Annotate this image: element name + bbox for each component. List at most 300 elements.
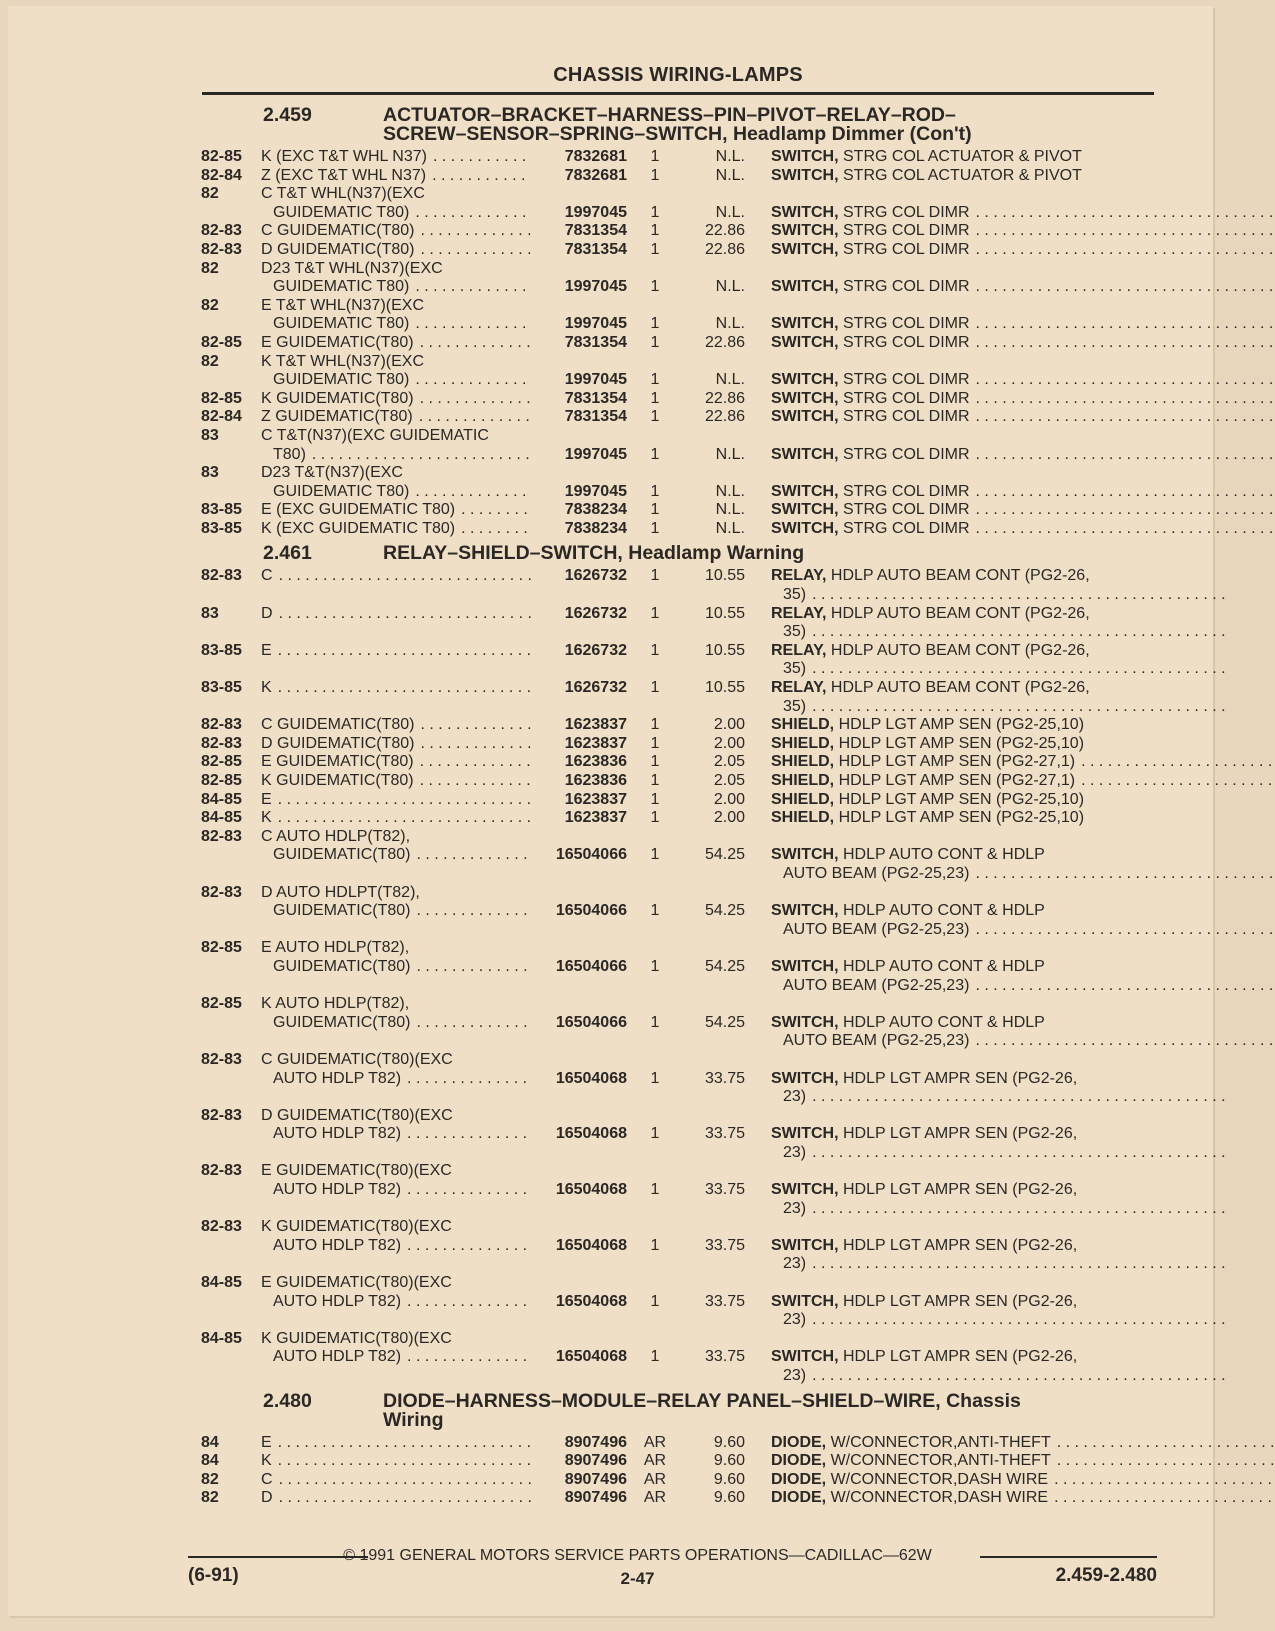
part-description	[745, 167, 1156, 186]
price: 33.75	[704, 1125, 745, 1143]
part-number: 8907496	[564, 1470, 627, 1488]
model-text: GUIDEMATIC T80)	[273, 278, 410, 296]
section-title-line: DIODE–HARNESS–MODULE–RELAY PANEL–SHIELD–WIRE, Chassis	[383, 1389, 1021, 1412]
description-line	[771, 167, 1156, 186]
model-years: 82-84	[201, 166, 242, 184]
part-row	[201, 884, 1156, 940]
model-text: T80)	[273, 445, 306, 463]
description-text: 23)	[783, 1367, 807, 1384]
quantity: 1	[650, 1013, 660, 1031]
model-text: D GUIDEMATIC(T80)	[261, 734, 415, 752]
model-text: K (EXC GUIDEMATIC T80)	[261, 519, 456, 537]
model-years: 82-84	[201, 408, 242, 426]
leader-dots	[806, 1088, 1225, 1107]
description-text: STRG COL DIMR	[843, 482, 970, 500]
model-years: 82-83	[201, 883, 242, 901]
part-description	[745, 1471, 1275, 1490]
model-line	[261, 828, 531, 847]
description-text: AUTO BEAM (PG2-25,23)	[783, 920, 970, 938]
description-line	[771, 371, 1275, 390]
price: 33.75	[704, 1292, 745, 1310]
model-line	[261, 315, 531, 334]
part-row	[201, 772, 1156, 791]
description-line	[771, 698, 1226, 717]
part-number: 16504068	[555, 1348, 627, 1366]
description-text: W/CONNECTOR,ANTI-THEFT	[830, 1433, 1051, 1451]
model-years: 82	[201, 259, 219, 277]
model-line	[261, 353, 531, 372]
quantity: AR	[643, 1452, 667, 1470]
leader-dots	[414, 390, 531, 409]
leader-dots	[970, 204, 1275, 223]
part-description	[745, 958, 1275, 995]
model-line	[261, 1181, 531, 1200]
model-application	[261, 772, 531, 791]
part-description	[745, 1181, 1226, 1218]
part-row	[201, 1452, 1156, 1471]
part-name: SWITCH,	[771, 1069, 839, 1087]
model-years: 82	[201, 296, 219, 314]
quantity: 1	[650, 1069, 660, 1087]
model-text: AUTO HDLP T82)	[273, 1181, 402, 1199]
description-line	[771, 1014, 1275, 1033]
model-application	[261, 1051, 531, 1088]
description-line	[771, 809, 1156, 828]
description-line	[771, 753, 1275, 772]
model-line	[261, 167, 531, 186]
description-text: STRG COL DIMR	[843, 278, 970, 296]
description-text: HDLP AUTO BEAM CONT (PG2-26,	[830, 604, 1090, 622]
part-name: SHIELD,	[771, 790, 835, 808]
part-row	[201, 1471, 1156, 1490]
part-row	[201, 427, 1156, 464]
model-application	[261, 353, 531, 390]
description-text: HDLP AUTO CONT & HDLP	[843, 846, 1045, 864]
model-line	[261, 1471, 531, 1490]
model-text: Z GUIDEMATIC(T80)	[261, 408, 413, 426]
model-text: E (EXC GUIDEMATIC T80)	[261, 501, 456, 519]
quantity: AR	[643, 1433, 667, 1451]
model-line	[261, 185, 531, 204]
model-application	[261, 185, 531, 222]
quantity: 1	[650, 240, 660, 258]
description-text: HDLP LGT AMPR SEN (PG2-26,	[843, 1348, 1078, 1366]
model-application	[261, 260, 531, 297]
description-text: HDLP AUTO CONT & HDLP	[843, 957, 1045, 975]
price: N.L.	[715, 148, 745, 165]
price: 22.86	[704, 389, 745, 407]
part-name: SWITCH,	[771, 482, 839, 500]
part-name: SWITCH,	[771, 519, 839, 537]
part-name: SWITCH,	[771, 1236, 839, 1254]
price: 54.25	[704, 957, 745, 975]
model-line	[261, 735, 531, 754]
price: 2.00	[713, 734, 745, 752]
description-text: 35)	[783, 623, 807, 641]
leader-dots	[455, 501, 531, 520]
description-text: STRG COL DIMR	[843, 519, 970, 537]
model-application	[261, 148, 531, 167]
leader-dots	[1075, 753, 1275, 772]
parts-listing	[201, 104, 1156, 1508]
leader-dots	[401, 1070, 531, 1089]
description-text: STRG COL DIMR	[843, 315, 970, 333]
model-application	[261, 1471, 531, 1490]
part-description	[745, 1434, 1275, 1453]
part-row	[201, 501, 1156, 520]
description-line	[771, 278, 1275, 297]
description-line	[771, 865, 1275, 884]
description-text: HDLP LGT AMP SEN (PG2-25,10)	[838, 809, 1085, 827]
model-application	[261, 1434, 531, 1453]
leader-dots	[410, 1014, 531, 1033]
model-application	[261, 995, 531, 1032]
leader-dots	[970, 315, 1275, 334]
description-line	[771, 623, 1226, 642]
part-row	[201, 828, 1156, 884]
model-application	[261, 427, 531, 464]
part-description	[745, 902, 1275, 939]
description-line	[771, 1125, 1226, 1144]
leader-dots	[806, 1367, 1225, 1386]
description-text: STRG COL DIMR	[843, 333, 970, 351]
description-text: HDLP LGT AMPR SEN (PG2-26,	[843, 1125, 1078, 1143]
model-line	[261, 716, 531, 735]
part-number: 7838234	[564, 501, 627, 519]
model-text: C AUTO HDLP(T82),	[261, 827, 411, 845]
leader-dots	[1051, 1452, 1275, 1471]
part-description	[745, 642, 1226, 679]
model-line	[261, 1237, 531, 1256]
quantity: 1	[650, 519, 660, 537]
leader-dots	[970, 241, 1275, 260]
leader-dots	[273, 1489, 531, 1508]
leader-dots	[401, 1348, 531, 1367]
model-application	[261, 408, 531, 427]
part-number: 1623837	[564, 790, 627, 808]
description-text: STRG COL DIMR	[843, 389, 970, 407]
part-name: SHIELD,	[771, 809, 835, 827]
quantity: 1	[650, 567, 660, 585]
model-years: 82-83	[201, 1218, 242, 1236]
price: 22.86	[704, 222, 745, 240]
part-number: 7831354	[564, 389, 627, 407]
leader-dots	[1048, 1489, 1275, 1508]
part-row	[201, 1330, 1156, 1386]
model-line	[261, 1162, 531, 1181]
leader-dots	[970, 501, 1275, 520]
model-line	[261, 446, 531, 465]
description-line	[771, 1434, 1275, 1453]
description-line	[771, 1489, 1275, 1508]
price: N.L.	[715, 501, 745, 519]
model-text: D	[261, 604, 273, 622]
description-text: HDLP LGT AMPR SEN (PG2-26,	[843, 1069, 1078, 1087]
description-line	[771, 204, 1275, 223]
part-description	[745, 204, 1275, 223]
model-line	[261, 1274, 531, 1293]
part-row	[201, 679, 1156, 716]
model-text: GUIDEMATIC(T80)	[273, 846, 411, 864]
model-text: E GUIDEMATIC(T80)	[261, 753, 414, 771]
description-line	[771, 520, 1275, 539]
part-description	[745, 1293, 1226, 1330]
price: 54.25	[704, 1013, 745, 1031]
part-description	[745, 1014, 1275, 1051]
description-line	[771, 846, 1275, 865]
quantity: 1	[650, 389, 660, 407]
model-application	[261, 1489, 531, 1508]
description-line	[771, 222, 1275, 241]
description-line	[771, 567, 1226, 586]
description-line	[771, 1181, 1226, 1200]
price: 10.55	[704, 641, 745, 659]
model-years: 82-85	[201, 939, 242, 957]
part-description	[745, 1237, 1226, 1274]
part-number: 7831354	[564, 408, 627, 426]
price: 10.55	[704, 604, 745, 622]
model-line	[261, 939, 531, 958]
quantity: 1	[650, 902, 660, 920]
model-years: 82-85	[201, 148, 242, 165]
model-years: 82-85	[201, 995, 242, 1013]
description-line	[771, 315, 1275, 334]
model-line	[261, 390, 531, 409]
model-application	[261, 791, 531, 810]
model-text: GUIDEMATIC(T80)	[273, 1013, 411, 1031]
leader-dots	[272, 1452, 531, 1471]
leader-dots	[969, 921, 1275, 940]
part-name: SWITCH,	[771, 371, 839, 389]
description-text: STRG COL DIMR	[843, 371, 970, 389]
part-name: SWITCH,	[771, 1125, 839, 1143]
part-description	[745, 1348, 1226, 1385]
part-name: SWITCH,	[771, 222, 839, 240]
description-line	[771, 241, 1275, 260]
part-name: SHIELD,	[771, 716, 835, 734]
part-number: 16504068	[555, 1181, 627, 1199]
model-text: K GUIDEMATIC(T80)	[261, 772, 414, 789]
model-line	[261, 1051, 531, 1070]
model-text: C	[261, 567, 273, 585]
part-row	[201, 520, 1156, 539]
quantity: 1	[650, 203, 660, 221]
model-text: GUIDEMATIC(T80)	[273, 902, 411, 920]
leader-dots	[272, 642, 531, 661]
model-text: C GUIDEMATIC(T80)(EXC	[261, 1050, 453, 1068]
model-application	[261, 884, 531, 921]
leader-dots	[414, 222, 531, 241]
leader-dots	[414, 772, 531, 791]
model-text: E	[261, 1433, 272, 1451]
description-line	[771, 660, 1226, 679]
part-number: 7832681	[564, 148, 627, 165]
description-text: STRG COL DIMR	[843, 203, 970, 221]
model-application	[261, 241, 531, 260]
price: 2.05	[713, 772, 745, 789]
part-name: SWITCH,	[771, 445, 839, 463]
description-text: 23)	[783, 1143, 807, 1161]
leader-dots	[401, 1293, 531, 1312]
model-text: GUIDEMATIC T80)	[273, 315, 410, 333]
part-name: SWITCH,	[771, 166, 839, 184]
part-description	[745, 241, 1275, 260]
part-name: DIODE,	[771, 1470, 827, 1488]
model-years: 83	[201, 426, 219, 444]
quantity: 1	[650, 1348, 660, 1366]
part-row	[201, 167, 1156, 186]
quantity: 1	[650, 734, 660, 752]
part-row	[201, 148, 1156, 167]
part-description	[745, 334, 1275, 353]
part-number: 1626732	[564, 567, 627, 585]
leader-dots	[806, 1311, 1225, 1330]
description-line	[771, 1471, 1275, 1490]
part-description	[745, 1070, 1226, 1107]
description-text: STRG COL ACTUATOR & PIVOT	[843, 166, 1082, 184]
quantity: 1	[650, 501, 660, 519]
part-name: SWITCH,	[771, 408, 839, 426]
description-text: 23)	[783, 1255, 807, 1273]
model-line	[261, 1489, 531, 1508]
description-line	[771, 791, 1156, 810]
model-line	[261, 884, 531, 903]
description-line	[771, 1070, 1226, 1089]
description-line	[771, 921, 1275, 940]
model-years: 82-83	[201, 716, 242, 734]
description-text: W/CONNECTOR,ANTI-THEFT	[830, 1452, 1051, 1470]
section-title	[383, 1389, 1156, 1431]
leader-dots	[806, 1144, 1225, 1163]
part-row	[201, 1489, 1156, 1508]
description-line	[771, 446, 1275, 465]
part-name: SWITCH,	[771, 203, 839, 221]
model-line	[261, 464, 531, 483]
part-row	[201, 408, 1156, 427]
price: 9.60	[713, 1433, 745, 1451]
part-name: DIODE,	[771, 1452, 827, 1470]
description-line	[771, 1452, 1275, 1471]
leader-dots	[414, 241, 531, 260]
part-row	[201, 1107, 1156, 1163]
model-text: C GUIDEMATIC(T80)	[261, 716, 415, 734]
leader-dots	[273, 605, 531, 624]
part-description	[745, 716, 1156, 735]
part-description	[745, 520, 1275, 539]
description-text: HDLP LGT AMP SEN (PG2-27,1)	[838, 753, 1076, 771]
quantity: 1	[650, 408, 660, 426]
price: 22.86	[704, 333, 745, 351]
model-line	[261, 679, 531, 698]
model-application	[261, 390, 531, 409]
model-text: E GUIDEMATIC(T80)(EXC	[261, 1162, 452, 1180]
quantity: 1	[650, 1181, 660, 1199]
model-line	[261, 501, 531, 520]
price: N.L.	[715, 203, 745, 221]
model-line	[261, 204, 531, 223]
description-line	[771, 642, 1226, 661]
description-line	[771, 408, 1275, 427]
model-line	[261, 1434, 531, 1453]
part-number: 7831354	[564, 333, 627, 351]
model-line	[261, 241, 531, 260]
model-text: D GUIDEMATIC(T80)(EXC	[261, 1106, 453, 1124]
leader-dots	[409, 371, 531, 390]
part-description	[745, 390, 1275, 409]
part-name: SWITCH,	[771, 957, 839, 975]
model-line	[261, 260, 531, 279]
model-text: C T&T WHL(N37)(EXC	[261, 185, 425, 203]
description-text: AUTO BEAM (PG2-25,23)	[783, 1032, 970, 1050]
leader-dots	[970, 446, 1275, 465]
model-years: 82-85	[201, 772, 242, 789]
model-text: C T&T(N37)(EXC GUIDEMATIC	[261, 426, 489, 444]
part-description	[745, 679, 1226, 716]
model-line	[261, 1125, 531, 1144]
quantity: 1	[650, 278, 660, 296]
part-name: SWITCH,	[771, 1181, 839, 1199]
model-text: K AUTO HDLP(T82),	[261, 995, 410, 1013]
model-application	[261, 1274, 531, 1311]
model-text: D	[261, 1489, 273, 1507]
quantity: 1	[650, 957, 660, 975]
part-row	[201, 1434, 1156, 1453]
quantity: 1	[650, 1292, 660, 1310]
leader-dots	[426, 167, 531, 186]
description-text: 35)	[783, 697, 807, 715]
quantity: 1	[650, 753, 660, 771]
part-name: RELAY,	[771, 679, 827, 697]
part-row	[201, 390, 1156, 409]
part-number: 7831354	[564, 222, 627, 240]
section-number: 2.480	[263, 1389, 312, 1412]
copyright-line: © 1991 GENERAL MOTORS SERVICE PARTS OPERATIONS—CADILLAC—62W	[343, 1547, 932, 1564]
model-text: K	[261, 679, 272, 697]
part-description	[745, 148, 1156, 167]
model-text: D AUTO HDLPT(T82),	[261, 883, 420, 901]
price: N.L.	[715, 315, 745, 333]
model-line	[261, 427, 531, 446]
section-title-line: Wiring	[383, 1408, 444, 1431]
part-description	[745, 483, 1275, 502]
description-line	[771, 1293, 1226, 1312]
model-text: D23 T&T(N37)(EXC	[261, 464, 403, 482]
model-text: GUIDEMATIC T80)	[273, 203, 410, 221]
model-line	[261, 605, 531, 624]
price: 9.60	[713, 1489, 745, 1507]
part-number: 16504066	[555, 957, 627, 975]
leader-dots	[409, 278, 531, 297]
price: N.L.	[715, 371, 745, 389]
model-application	[261, 735, 531, 754]
description-text: 35)	[783, 586, 807, 604]
leader-dots	[970, 520, 1275, 539]
part-description	[745, 605, 1226, 642]
quantity: 1	[650, 604, 660, 622]
model-years: 83	[201, 464, 219, 482]
part-name: SWITCH,	[771, 501, 839, 519]
model-line	[261, 809, 531, 828]
part-row	[201, 464, 1156, 501]
description-line	[771, 735, 1156, 754]
model-years: 82-83	[201, 1162, 242, 1180]
model-line	[261, 791, 531, 810]
description-line	[771, 334, 1275, 353]
part-name: SWITCH,	[771, 846, 839, 864]
leader-dots	[409, 315, 531, 334]
part-number: 7831354	[564, 240, 627, 258]
section-heading	[201, 544, 1156, 563]
